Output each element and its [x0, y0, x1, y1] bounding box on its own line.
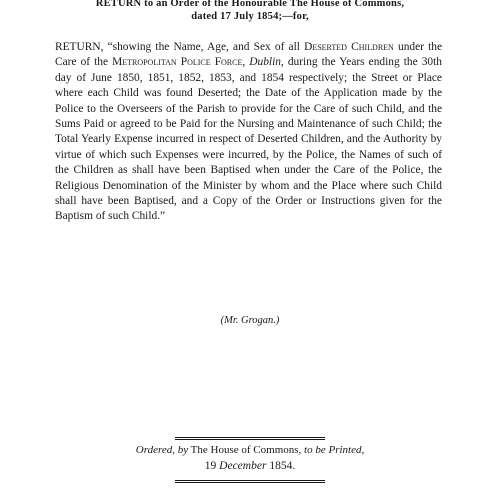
- ordered-word: Ordered,: [135, 444, 175, 456]
- deserted-children-term: Deserted Children: [304, 41, 394, 53]
- return-lead: RETURN,: [55, 41, 104, 53]
- return-text-3: during the Years ending the 30th day of June 1850, 1851, 1852, 1853, and 1854 respectively; the Street or Place where each Child was found Deserted; the Date of the Application made by the Police to the Overseers of the Parish to provide for the Care of such Child, and the Sums Paid or agreed to be Paid for the Nursing and Maintenance of such Child; the Total Yearly Expense incurred in respect of Deserted Children, and the Authority by virtue of which such Expenses were incurred, by the Police, the Names of such of the Children as shall have been Baptised when under the Care of the Police, the Religious Denomination of the Minister by whom and the Place where such Child shall have been Baptised, and a Copy of the Order or Instructions given for the Baptism of such Child.”: [55, 56, 442, 223]
- police-force-term: Metropolitan Police Force,: [112, 56, 246, 69]
- bottom-rule: [175, 480, 325, 483]
- printed-phrase: to be Printed,: [301, 444, 365, 456]
- date-day: 19: [204, 460, 217, 472]
- print-date: [0, 460, 500, 472]
- header-line-1: RETURN to an Order of the Honourable The House of Commons,: [95, 0, 405, 9]
- order-header: [0, 0, 500, 23]
- by-word: by: [174, 444, 189, 456]
- return-text-1: “showing the Name, Age, and Sex of all: [103, 41, 305, 53]
- top-rule: [175, 437, 325, 440]
- date-month: December: [216, 460, 267, 472]
- ordered-line: [0, 444, 500, 456]
- return-paragraph: [55, 40, 442, 225]
- dublin-term: Dublin,: [249, 56, 284, 69]
- author-credit: (Mr. Grogan.): [220, 315, 280, 326]
- date-year: 1854.: [266, 460, 296, 472]
- header-line-2: dated 17 July 1854;—for,: [191, 11, 309, 22]
- house-name: The House of Commons,: [188, 444, 302, 456]
- return-text-2: under the Care of the: [55, 41, 443, 69]
